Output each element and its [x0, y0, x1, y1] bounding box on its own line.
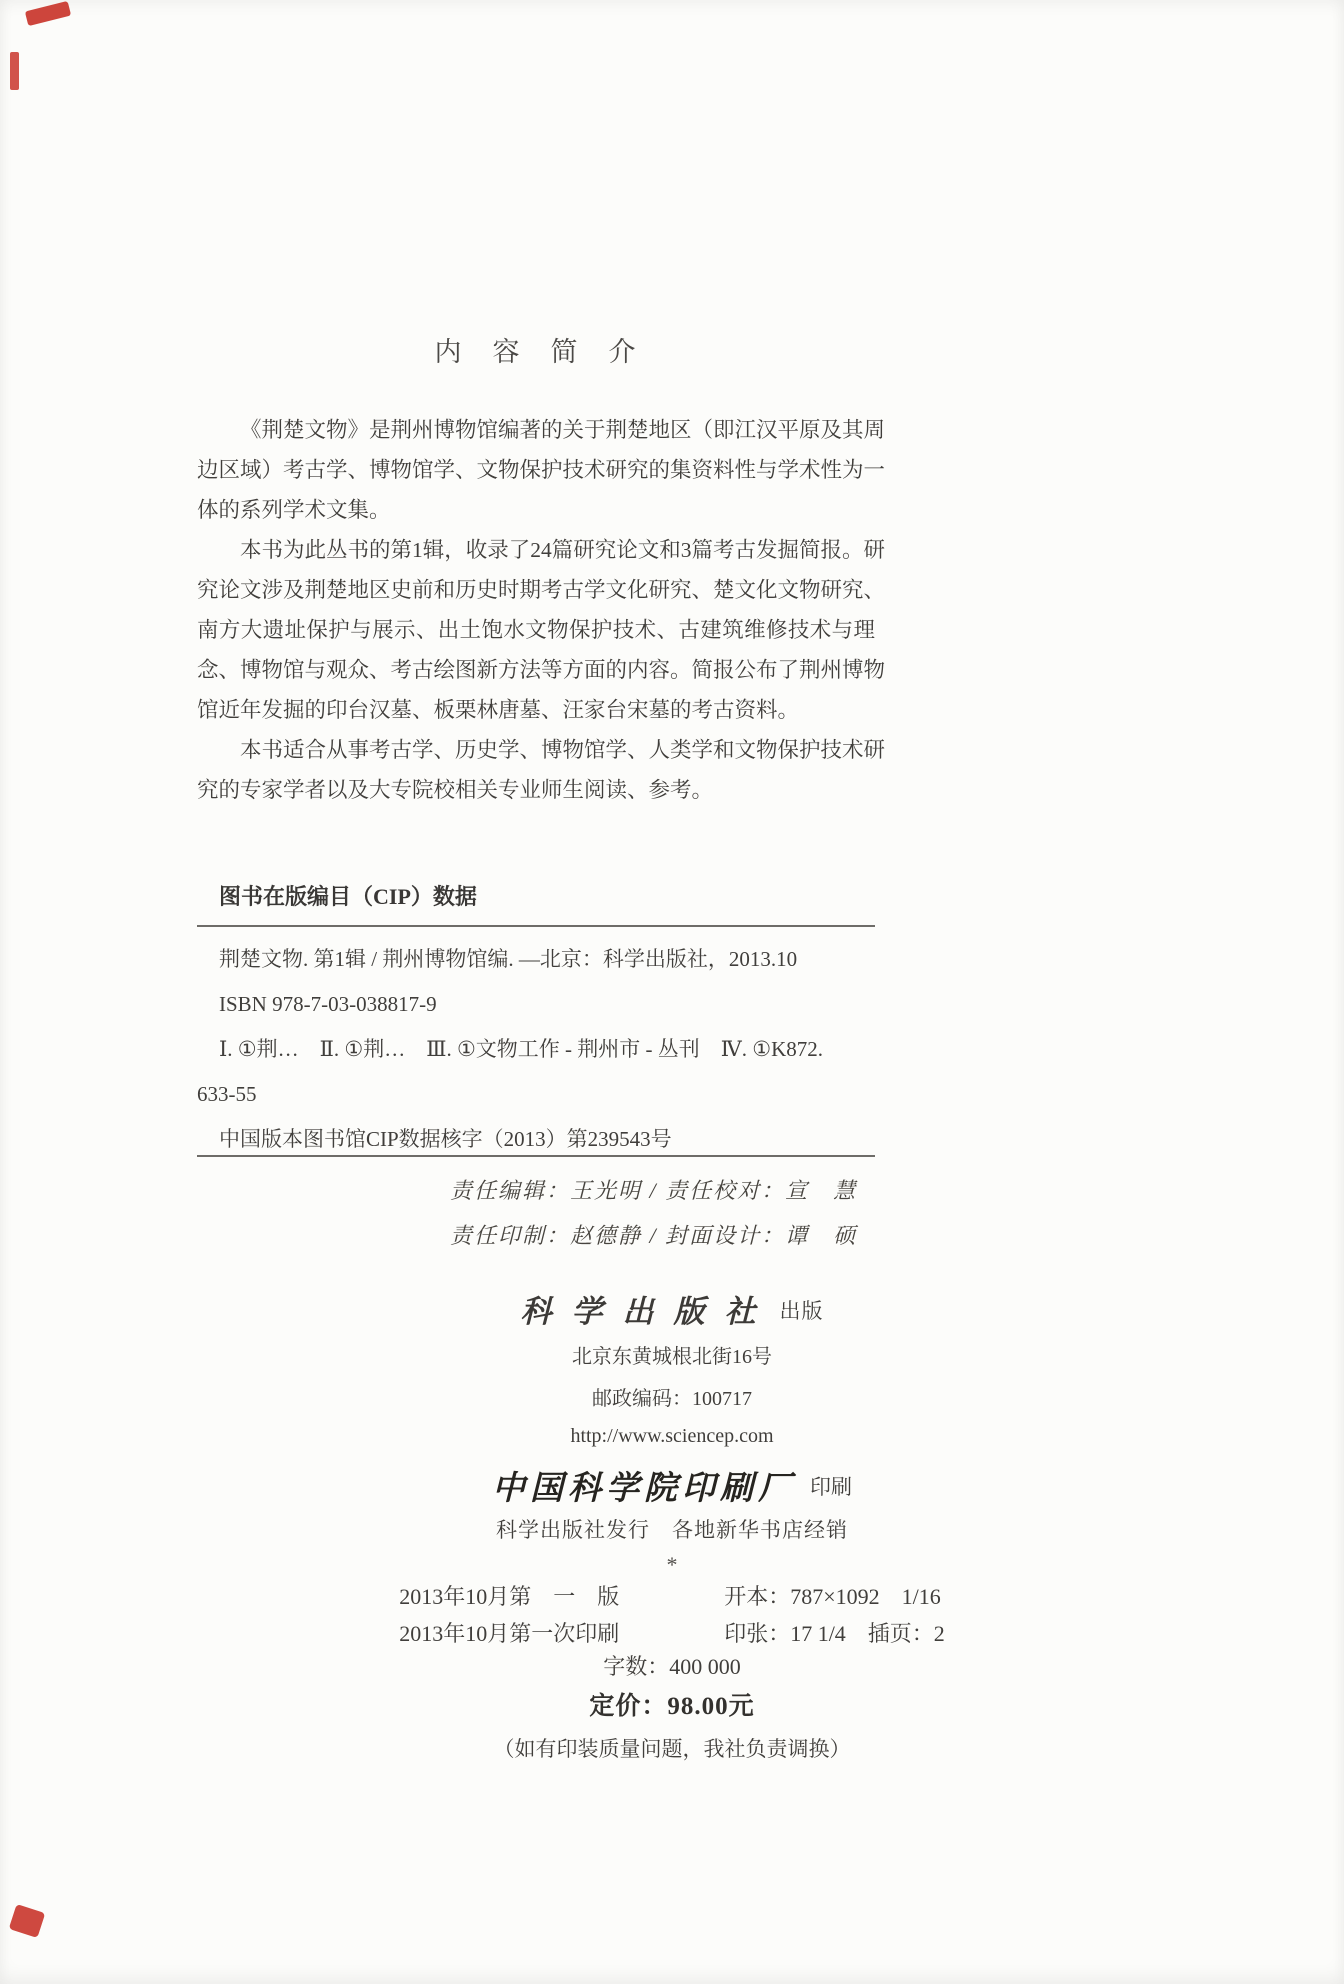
printing-date: 2013年10月第一次印刷 [399, 1621, 620, 1646]
printer-role-label: 印刷 [810, 1475, 852, 1499]
cip-lines [197, 927, 875, 1162]
publisher-website: http://www.sciencep.com [570, 1425, 774, 1447]
cip-section [197, 880, 875, 1162]
printed-sheets: 印张：17 1/4 插页：2 [724, 1621, 945, 1646]
star-divider: * [666, 1552, 678, 1577]
section-divider [197, 1155, 875, 1157]
publisher-postcode: 邮政编码：100717 [592, 1388, 752, 1410]
publisher-line [0, 1286, 1344, 1331]
staff-section [450, 1168, 857, 1258]
publisher-address: 北京东黄城根北街16号 [572, 1346, 772, 1368]
edition-format: 开本：787×1092 1/16 [724, 1584, 941, 1609]
intro-line: 念、博物馆与观众、考古绘图新方法等方面的内容。简报公布了荆州博物 [197, 658, 886, 682]
cip-header: 图书在版编目（CIP）数据 [219, 884, 477, 909]
cip-line-isbn: ISBN 978-7-03-038817-9 [219, 992, 437, 1016]
intro-line: 究的专家学者以及大专院校相关专业师生阅读、参考。 [197, 778, 714, 802]
distribution-line: 科学出版社发行 各地新华书店经销 [496, 1518, 848, 1542]
price-line: 定价：98.00元 [589, 1693, 755, 1720]
exchange-note: （如有印装质量问题，我社负责调换） [493, 1737, 851, 1761]
word-count-line: 字数：400 000 [603, 1654, 741, 1679]
cip-line-title: 荆楚文物. 第1辑 / 荆州博物馆编. —北京：科学出版社，2013.10 [219, 947, 798, 971]
cip-line-class-cont: 633-55 [197, 1082, 257, 1106]
staff-line-printing: 责任印制：赵德静 / 封面设计：谭 硕 [450, 1223, 858, 1248]
intro-line: 究论文涉及荆楚地区史前和历史时期考古学文化研究、楚文化文物研究、 [197, 578, 886, 602]
intro-line: 南方大遗址保护与展示、出土饱水文物保护技术、古建筑维修技术与理 [197, 618, 875, 642]
scan-artifact-left [10, 52, 19, 90]
cip-line-class: Ⅰ. ①荆… Ⅱ. ①荆… Ⅲ. ①文物工作 - 荆州市 - 丛刊 Ⅳ. ①K872. [219, 1037, 824, 1061]
printer-logo: 中国科学院印刷厂 [492, 1471, 796, 1507]
intro-line: 《荆楚文物》是荆州博物馆编著的关于荆楚地区（即江汉平原及其周 [240, 418, 886, 442]
scan-artifact-bottom [9, 1904, 46, 1938]
intro-line: 馆近年发掘的印台汉墓、板栗林唐墓、汪家台宋墓的考古资料。 [197, 698, 800, 722]
intro-line: 本书为此丛书的第1辑，收录了24篇研究论文和3篇考古发掘简报。研 [240, 538, 886, 562]
edition-grid [399, 1578, 945, 1652]
printer-line [0, 1462, 1344, 1509]
intro-section [197, 410, 886, 810]
intro-line: 体的系列学术文集。 [197, 498, 391, 522]
intro-line: 本书适合从事考古学、历史学、博物馆学、人类学和文物保护技术研 [240, 738, 886, 762]
publisher-logo: 科学出版社 [520, 1294, 776, 1329]
edition-date: 2013年10月第 一 版 [399, 1584, 620, 1609]
page-title: 内 容 简 介 [434, 337, 638, 367]
publisher-role-label: 出版 [779, 1299, 824, 1323]
scan-artifact-top [25, 1, 71, 26]
staff-line-editors: 责任编辑：王光明 / 责任校对：宣 慧 [450, 1178, 858, 1203]
intro-line: 边区域）考古学、博物馆学、文物保护技术研究的集资料性与学术性为一 [197, 458, 886, 482]
cip-line-record: 中国版本图书馆CIP数据核字（2013）第239543号 [219, 1127, 672, 1151]
edition-info-table [0, 1578, 1344, 1652]
